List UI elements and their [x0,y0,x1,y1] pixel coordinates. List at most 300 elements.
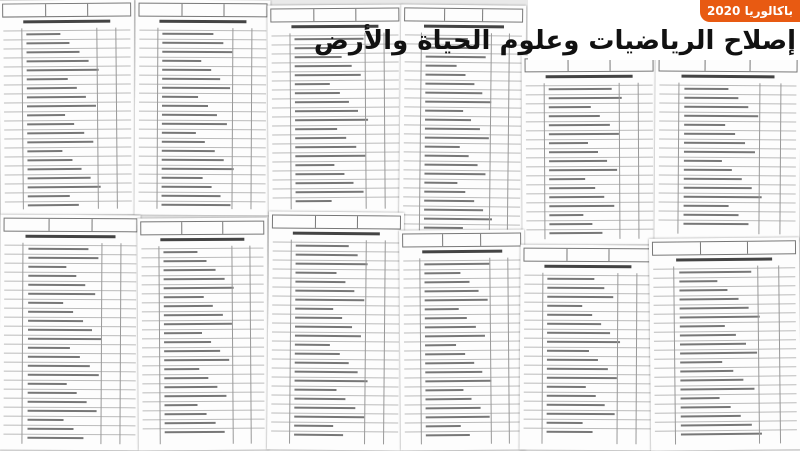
text-line [547,422,583,424]
text-line [28,204,79,206]
text-line [162,87,230,89]
text-line [294,389,336,391]
text-line [426,434,470,436]
table-row-line [4,353,136,355]
text-line [28,338,102,340]
table-row-line [4,380,136,382]
sheet-title-line [26,235,116,238]
table-row-line [139,84,266,86]
page-headline: إصلاح الرياضيات وعلوم الحياة والأرض [313,26,796,56]
table-row-line [655,411,797,413]
text-line [295,317,342,319]
text-line [547,287,604,289]
text-line [295,101,349,103]
table-row-line [404,349,521,351]
sheet-header-table [272,214,401,229]
table-row-line [139,156,266,158]
text-line [549,106,591,108]
table-row-line [654,339,796,341]
sheet-header-table [138,3,267,18]
table-row-line [5,173,132,175]
table-row-line [404,133,521,135]
text-line [680,298,739,301]
exam-sheet [522,55,658,246]
text-line [679,289,727,292]
table-row-line [143,410,265,412]
text-line [684,160,722,162]
table-row-line [142,392,264,394]
table-row-line [404,88,521,90]
exam-sheet [654,54,800,240]
table-row-line [526,229,653,231]
text-line [28,257,98,259]
text-line [547,323,601,325]
table-row-line [405,421,522,423]
table-row-line [272,179,399,181]
text-line [425,362,474,364]
table-row-line [524,365,651,367]
text-line [684,88,728,90]
text-line [424,173,485,176]
text-line [28,248,88,250]
sheet-title-line [682,75,775,79]
text-line [425,74,465,76]
table-row-line [526,103,653,105]
table-row-line [4,407,136,409]
table-row-line [654,348,796,350]
text-line [549,133,619,135]
text-line [27,78,68,80]
text-line [28,186,101,189]
table-row-line [659,85,796,87]
table-row-line [659,202,796,204]
table-row-line [142,374,264,376]
text-line [28,356,80,358]
table-row-line [403,223,520,225]
text-line [547,305,582,307]
text-line [27,150,62,152]
text-line [680,334,736,337]
table-row-line [272,313,399,315]
table-row-line [272,98,399,100]
text-line [425,146,460,148]
table-row-line [404,358,521,360]
table-row-line [524,383,651,385]
table-row-line [405,61,522,63]
table-row-line [404,97,521,99]
table-column-line [673,267,676,445]
text-line [27,437,83,439]
table-row-line [272,125,399,127]
table-row-line [4,389,136,391]
table-row-line [142,311,264,313]
table-row-line [404,160,521,162]
table-row-line [272,376,399,378]
table-row-line [139,93,266,95]
text-line [680,352,757,355]
text-line [424,218,492,221]
text-line [425,92,482,95]
text-line [27,141,93,144]
table-row-line [4,245,136,247]
table-row-line [404,340,521,342]
text-line [163,260,206,262]
text-line [425,137,489,140]
table-row-line [272,143,399,145]
table-row-line [272,277,399,279]
table-row-line [139,120,266,122]
table-row-line [272,71,399,73]
text-line [684,142,745,144]
text-line [295,371,358,374]
text-line [681,406,731,409]
text-line [28,365,90,367]
text-line [424,209,483,212]
text-line [296,254,358,257]
table-row-line [142,320,264,322]
text-line [425,389,463,391]
text-line [684,178,742,180]
text-line [164,377,208,379]
text-line [684,133,735,135]
text-line [684,97,738,99]
text-line [684,187,752,189]
table-row-line [272,62,399,64]
text-line [680,325,725,327]
text-line [549,169,617,171]
table-row-line [139,30,266,32]
text-line [425,299,488,302]
table-row-line [4,56,131,58]
text-line [28,284,85,286]
text-line [165,422,216,424]
table-row-line [654,303,796,305]
exam-sheet [399,229,526,450]
sheet-title-line [161,238,244,242]
table-row-line [5,200,132,202]
text-line [547,350,589,352]
text-line [425,119,471,121]
text-line [681,415,741,418]
text-line [28,275,76,277]
table-row-line [526,184,653,186]
table-row-line [142,293,264,295]
table-row-line [272,170,399,172]
text-line [425,326,476,328]
text-line [164,278,225,280]
text-line [684,205,729,207]
text-line [679,280,717,282]
table-row-line [4,371,136,373]
text-line [680,379,743,382]
text-line [547,314,592,316]
text-line [679,271,751,274]
table-row-line [524,347,651,349]
table-row-line [142,266,264,268]
table-row-line [271,421,398,423]
table-row-line [4,335,136,337]
table-row-line [272,358,399,360]
table-row-line [4,263,136,265]
table-row-line [272,349,399,351]
table-row-line [142,302,264,304]
table-row-line [142,401,264,403]
text-line [424,281,469,283]
table-row-line [143,428,265,430]
table-row-line [654,357,796,359]
text-line [162,78,220,80]
text-line [425,371,482,373]
text-line [164,341,211,343]
table-row-line [404,331,521,333]
text-line [27,96,86,99]
table-row-line [139,102,266,104]
text-line [549,115,600,117]
text-line [165,431,225,433]
text-line [28,302,63,304]
text-line [549,178,585,180]
text-line [164,314,223,316]
text-line [424,227,463,229]
text-line [295,110,358,112]
table-row-line [524,320,651,322]
table-row-line [142,347,264,349]
table-row-line [526,121,653,123]
table-row-line [659,103,796,105]
table-row-line [655,402,797,404]
text-line [681,433,762,436]
sheet-header-table [523,248,652,263]
table-row-line [4,74,131,76]
table-row-line [524,392,651,394]
table-row-line [142,275,264,277]
text-line [425,353,465,355]
table-row-line [403,259,520,261]
text-line [162,168,234,170]
table-row-line [3,434,135,436]
sheet-header-table [4,218,138,233]
table-row-line [139,111,266,113]
text-line [295,137,346,139]
table-row-line [659,112,796,114]
text-line [684,151,755,153]
text-line [164,359,229,361]
text-line [295,128,337,130]
text-line [27,159,72,161]
table-row-line [524,311,651,313]
text-line [28,195,70,197]
text-line [295,353,340,355]
table-row-line [526,94,653,96]
text-line [295,281,345,283]
text-line [164,368,199,370]
table-row-line [4,416,136,418]
text-line [295,272,336,274]
table-row-line [272,107,399,109]
table-row-line [272,331,399,333]
table-row-line [524,401,651,403]
text-line [164,395,226,397]
table-row-line [142,383,264,385]
text-line [683,223,748,225]
text-line [28,293,95,295]
text-line [27,69,99,72]
table-column-line [757,266,760,444]
table-row-line [659,121,796,123]
text-line [296,263,368,266]
text-line [162,186,212,188]
text-line [547,431,593,433]
table-row-line [3,38,130,40]
text-line [425,128,480,131]
table-row-line [139,165,266,167]
text-line [425,83,474,86]
text-line [549,196,604,198]
text-line [295,326,352,328]
table-row-line [4,92,131,94]
text-line [295,119,368,122]
table-row-line [272,89,399,91]
table-column-line [419,258,422,444]
table-row-line [139,75,266,77]
table-row-line [526,139,653,141]
table-row-line [524,284,651,286]
text-line [28,410,97,412]
text-line [684,169,732,171]
text-line [294,398,345,400]
table-row-line [4,299,136,301]
text-line [162,42,223,44]
table-row-line [655,429,797,431]
table-row-line [4,362,136,364]
text-line [425,344,456,346]
table-row-line [272,134,399,136]
table-row-line [4,326,136,328]
text-line [28,177,91,180]
text-line [165,413,207,415]
text-line [547,359,598,361]
table-row-line [271,412,398,414]
table-row-line [139,147,266,149]
text-line [27,428,73,430]
table-row-line [139,174,266,176]
text-line [547,395,596,397]
text-line [28,401,87,403]
table-row-line [271,403,398,405]
exam-sheet [519,245,655,451]
table-row-line [526,166,653,168]
table-row-line [272,304,399,306]
table-row-line [404,286,521,288]
table-column-line [619,83,621,239]
table-row-line [404,106,521,108]
text-line [549,214,583,216]
table-row-line [139,66,266,68]
text-line [549,187,595,189]
table-row-line [524,275,651,277]
table-row-line [403,205,520,207]
table-row-line [4,146,131,148]
table-row-line [653,285,795,287]
table-row-line [272,322,399,324]
table-row-line [271,394,398,396]
text-line [28,383,67,385]
table-row-line [404,151,521,153]
table-row-line [524,329,651,331]
table-row-line [5,182,132,184]
sheet-title-line [24,20,110,24]
text-line [295,146,356,148]
text-line [295,74,361,76]
table-row-line [405,412,522,414]
table-row-line [4,110,131,112]
text-line [294,416,364,419]
text-line [295,380,368,383]
text-line [162,114,217,116]
table-column-line [289,33,291,209]
text-line [549,151,598,153]
table-row-line [405,430,522,432]
table-row-line [654,366,796,368]
table-row-line [4,119,131,121]
text-line [549,88,612,90]
table-row-line [659,157,796,159]
text-line [164,269,216,271]
table-row-line [141,257,263,259]
sheet-title-line [676,258,772,262]
table-row-line [654,384,796,386]
table-row-line [4,290,136,292]
text-line [295,65,352,67]
text-line [28,374,99,376]
table-row-line [4,137,131,139]
table-row-line [655,393,797,395]
table-row-line [526,130,653,132]
text-line [28,419,64,421]
table-row-line [272,152,399,154]
table-row-line [659,211,796,213]
sheet-header-table [140,221,264,236]
table-row-line [659,148,796,150]
table-row-line [405,403,522,405]
text-line [425,101,491,104]
text-line [549,97,622,99]
table-row-line [4,425,136,427]
text-line [164,404,197,406]
text-line [162,69,211,71]
table-row-line [404,322,521,324]
table-row-line [654,330,796,332]
text-line [294,434,343,436]
table-row-line [659,166,796,168]
table-row-line [273,259,400,261]
table-row-line [142,365,264,367]
table-row-line [273,241,400,243]
text-line [162,195,221,197]
text-line [162,159,224,161]
table-row-line [526,112,653,114]
text-line [164,287,234,289]
table-row-line [526,211,653,213]
text-line [296,182,354,184]
table-row-line [405,70,522,72]
table-row-line [272,116,399,118]
table-row-line [655,420,797,422]
text-line [295,308,333,310]
sheet-title-line [545,265,631,268]
text-line [680,343,746,346]
table-column-line [507,258,510,444]
